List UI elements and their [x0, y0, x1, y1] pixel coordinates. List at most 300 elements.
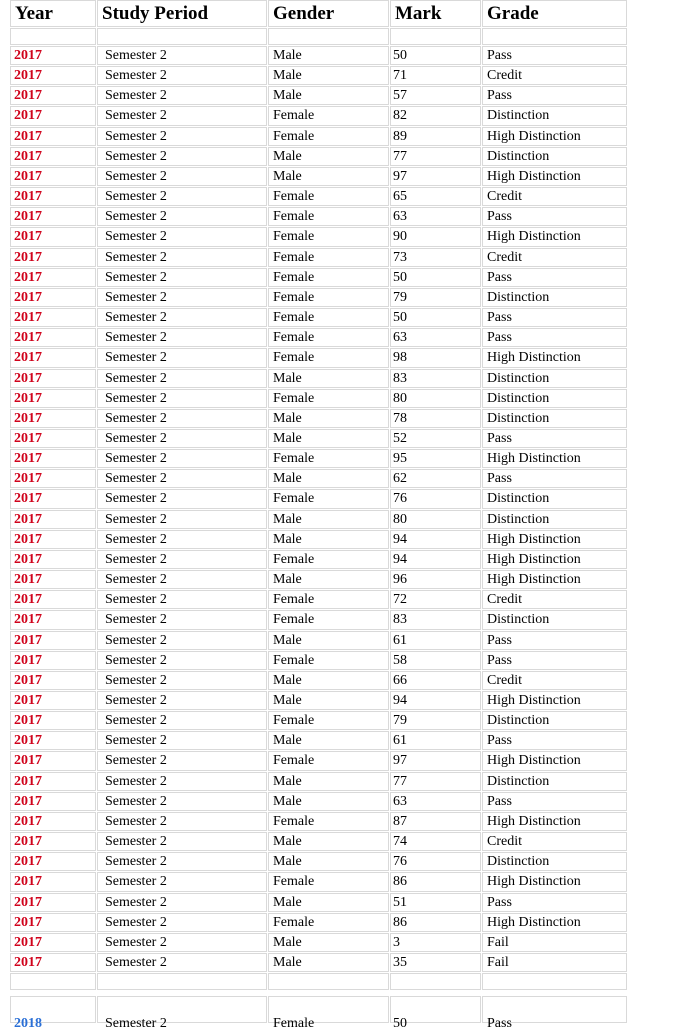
cell-study-period[interactable]: Semester 2 — [97, 46, 267, 65]
cell-study-period[interactable]: Semester 2 — [97, 248, 267, 267]
cell-year[interactable]: 2017 — [10, 389, 96, 408]
table-row — [10, 832, 630, 852]
cell-study-period[interactable]: Semester 2 — [97, 510, 267, 529]
cell-gender[interactable]: Male — [268, 893, 389, 912]
table-row — [10, 872, 630, 892]
cell-year[interactable]: 2017 — [10, 187, 96, 206]
cell-study-period[interactable]: Semester 2 — [97, 268, 267, 287]
cell-year[interactable]: 2017 — [10, 691, 96, 710]
cell-year[interactable]: 2017 — [10, 207, 96, 226]
cell-grade[interactable]: High Distinction — [482, 872, 627, 891]
cell-grade[interactable]: High Distinction — [482, 227, 627, 246]
cell-grade[interactable]: High Distinction — [482, 751, 627, 770]
cell-study-period[interactable]: Semester 2 — [97, 570, 267, 589]
cell-gender[interactable]: Male — [268, 469, 389, 488]
cell-year[interactable]: 2017 — [10, 328, 96, 347]
cell-mark[interactable]: 76 — [390, 852, 481, 871]
cell-mark[interactable]: 79 — [390, 711, 481, 730]
cell-mark[interactable]: 57 — [390, 86, 481, 105]
cell-year[interactable]: 2017 — [10, 510, 96, 529]
empty-row — [10, 28, 630, 46]
header-year[interactable]: Year — [10, 0, 96, 27]
cell-mark[interactable]: 72 — [390, 590, 481, 609]
cell-grade[interactable]: Distinction — [482, 711, 627, 730]
cell-year[interactable]: 2017 — [10, 268, 96, 287]
cell-gender[interactable]: Male — [268, 671, 389, 690]
cell-study-period[interactable]: Semester 2 — [97, 631, 267, 650]
cell-gender[interactable]: Female — [268, 872, 389, 891]
cell-year[interactable]: 2017 — [10, 46, 96, 65]
cell-grade[interactable]: Distinction — [482, 147, 627, 166]
cell-study-period[interactable]: Semester 2 — [97, 86, 267, 105]
cell-year[interactable]: 2017 — [10, 590, 96, 609]
cell-mark[interactable]: 78 — [390, 409, 481, 428]
cell-grade[interactable]: High Distinction — [482, 691, 627, 710]
table-row — [10, 389, 630, 409]
cell-year[interactable]: 2017 — [10, 530, 96, 549]
cell-year[interactable]: 2017 — [10, 308, 96, 327]
cell-gender[interactable]: Female — [268, 227, 389, 246]
cell-year[interactable]: 2017 — [10, 550, 96, 569]
cell-year[interactable]: 2017 — [10, 106, 96, 125]
cell-mark[interactable]: 80 — [390, 389, 481, 408]
table-row — [10, 227, 630, 247]
empty-row — [10, 973, 630, 991]
cell-grade[interactable]: High Distinction — [482, 913, 627, 932]
cell-year[interactable]: 2017 — [10, 731, 96, 750]
cell-grade[interactable]: Distinction — [482, 772, 627, 791]
table-row — [10, 530, 630, 550]
cell-grade[interactable]: Credit — [482, 832, 627, 851]
table-row — [10, 207, 630, 227]
table-row — [10, 46, 630, 66]
cell-year[interactable]: 2017 — [10, 610, 96, 629]
cell-year[interactable]: 2017 — [10, 893, 96, 912]
cell-study-period[interactable]: Semester 2 — [97, 996, 267, 1023]
cell-year[interactable]: 2017 — [10, 86, 96, 105]
cell-year[interactable]: 2017 — [10, 429, 96, 448]
cell-year[interactable]: 2017 — [10, 409, 96, 428]
cell-gender[interactable]: Female — [268, 389, 389, 408]
cell-mark[interactable]: 97 — [390, 167, 481, 186]
table-row — [10, 409, 630, 429]
cell-study-period[interactable]: Semester 2 — [97, 187, 267, 206]
empty-cell[interactable] — [97, 28, 267, 45]
cell-grade[interactable]: Distinction — [482, 106, 627, 125]
empty-cell[interactable] — [10, 973, 96, 990]
cell-gender[interactable]: Female — [268, 812, 389, 831]
cell-grade[interactable]: Pass — [482, 268, 627, 287]
cell-grade[interactable]: Pass — [482, 308, 627, 327]
cell-gender[interactable]: Male — [268, 792, 389, 811]
cell-gender[interactable]: Female — [268, 751, 389, 770]
cell-mark[interactable]: 52 — [390, 429, 481, 448]
cell-gender[interactable]: Female — [268, 550, 389, 569]
table-row — [10, 469, 630, 489]
table-row — [10, 570, 630, 590]
partial-row — [10, 996, 630, 1031]
cell-year[interactable]: 2017 — [10, 913, 96, 932]
cell-year[interactable]: 2017 — [10, 469, 96, 488]
empty-cell[interactable] — [482, 28, 627, 45]
header-grade[interactable]: Grade — [482, 0, 627, 27]
table-row — [10, 288, 630, 308]
table-row — [10, 610, 630, 630]
table-row — [10, 953, 630, 973]
cell-study-period[interactable]: Semester 2 — [97, 751, 267, 770]
empty-cell[interactable] — [390, 973, 481, 990]
cell-grade[interactable]: Fail — [482, 953, 627, 972]
cell-gender[interactable]: Male — [268, 933, 389, 952]
cell-study-period[interactable]: Semester 2 — [97, 328, 267, 347]
table-row — [10, 550, 630, 570]
cell-grade[interactable]: Pass — [482, 469, 627, 488]
cell-gender[interactable]: Female — [268, 651, 389, 670]
cell-study-period[interactable]: Semester 2 — [97, 913, 267, 932]
cell-grade[interactable]: Distinction — [482, 409, 627, 428]
cell-gender[interactable]: Male — [268, 66, 389, 85]
cell-grade[interactable]: Credit — [482, 590, 627, 609]
cell-gender[interactable]: Female — [268, 996, 389, 1023]
cell-study-period[interactable]: Semester 2 — [97, 66, 267, 85]
cell-grade[interactable]: High Distinction — [482, 530, 627, 549]
cell-grade[interactable]: Credit — [482, 671, 627, 690]
cell-mark[interactable]: 65 — [390, 187, 481, 206]
cell-gender[interactable]: Female — [268, 248, 389, 267]
cell-mark[interactable]: 73 — [390, 248, 481, 267]
cell-study-period[interactable]: Semester 2 — [97, 207, 267, 226]
cell-gender[interactable]: Female — [268, 268, 389, 287]
table-row — [10, 268, 630, 288]
cell-gender[interactable]: Female — [268, 348, 389, 367]
spreadsheet — [10, 0, 630, 991]
cell-gender[interactable]: Male — [268, 631, 389, 650]
cell-grade[interactable]: Pass — [482, 207, 627, 226]
cell-grade[interactable]: High Distinction — [482, 570, 627, 589]
cell-study-period[interactable]: Semester 2 — [97, 872, 267, 891]
cell-year[interactable]: 2017 — [10, 651, 96, 670]
cell-year[interactable]: 2017 — [10, 933, 96, 952]
cell-gender[interactable]: Male — [268, 429, 389, 448]
cell-gender[interactable]: Male — [268, 691, 389, 710]
table-row — [10, 248, 630, 268]
cell-mark[interactable]: 82 — [390, 106, 481, 125]
cell-year[interactable]: 2017 — [10, 288, 96, 307]
cell-mark[interactable]: 90 — [390, 227, 481, 246]
cell-gender[interactable]: Female — [268, 328, 389, 347]
table-row — [10, 127, 630, 147]
empty-cell[interactable] — [482, 973, 627, 990]
cell-study-period[interactable]: Semester 2 — [97, 147, 267, 166]
cell-mark[interactable]: 63 — [390, 328, 481, 347]
cell-study-period[interactable]: Semester 2 — [97, 610, 267, 629]
cell-mark[interactable]: 86 — [390, 872, 481, 891]
table-row — [10, 933, 630, 953]
table-row — [10, 913, 630, 933]
cell-grade[interactable]: High Distinction — [482, 812, 627, 831]
header-study-period[interactable]: Study Period — [97, 0, 267, 27]
cell-mark[interactable]: 96 — [390, 570, 481, 589]
cell-year[interactable]: 2017 — [10, 631, 96, 650]
cell-mark[interactable]: 61 — [390, 631, 481, 650]
cell-grade[interactable]: Credit — [482, 187, 627, 206]
cell-mark[interactable]: 83 — [390, 610, 481, 629]
cell-study-period[interactable]: Semester 2 — [97, 469, 267, 488]
empty-cell[interactable] — [268, 973, 389, 990]
cell-grade[interactable]: High Distinction — [482, 550, 627, 569]
cell-gender[interactable]: Male — [268, 510, 389, 529]
cell-grade[interactable]: Credit — [482, 248, 627, 267]
cell-mark[interactable]: 79 — [390, 288, 481, 307]
cell-mark[interactable]: 50 — [390, 46, 481, 65]
cell-study-period[interactable]: Semester 2 — [97, 369, 267, 388]
cell-gender[interactable]: Female — [268, 207, 389, 226]
table-row — [10, 167, 630, 187]
cell-year[interactable]: 2017 — [10, 66, 96, 85]
cell-year[interactable]: 2017 — [10, 570, 96, 589]
table-row — [10, 631, 630, 651]
table-row — [10, 691, 630, 711]
cell-mark[interactable]: 3 — [390, 933, 481, 952]
cell-grade[interactable]: High Distinction — [482, 449, 627, 468]
table-row — [10, 489, 630, 509]
cell-study-period[interactable]: Semester 2 — [97, 772, 267, 791]
table-row — [10, 86, 630, 106]
cell-study-period[interactable]: Semester 2 — [97, 832, 267, 851]
cell-gender[interactable]: Male — [268, 570, 389, 589]
cell-mark[interactable]: 76 — [390, 489, 481, 508]
cell-year[interactable]: 2017 — [10, 348, 96, 367]
cell-year[interactable]: 2017 — [10, 792, 96, 811]
cell-gender[interactable]: Female — [268, 711, 389, 730]
table-row — [10, 187, 630, 207]
cell-study-period[interactable]: Semester 2 — [97, 711, 267, 730]
cell-study-period[interactable]: Semester 2 — [97, 530, 267, 549]
cell-study-period[interactable]: Semester 2 — [97, 550, 267, 569]
cell-grade[interactable]: Distinction — [482, 489, 627, 508]
cell-grade[interactable]: Pass — [482, 731, 627, 750]
cell-gender[interactable]: Female — [268, 610, 389, 629]
cell-gender[interactable]: Male — [268, 86, 389, 105]
table-row — [10, 510, 630, 530]
cell-year[interactable]: 2017 — [10, 812, 96, 831]
cell-mark[interactable]: 83 — [390, 369, 481, 388]
table-row — [10, 147, 630, 167]
cell-year[interactable]: 2017 — [10, 369, 96, 388]
cell-year[interactable]: 2017 — [10, 872, 96, 891]
cell-gender[interactable]: Female — [268, 106, 389, 125]
cell-mark[interactable]: 80 — [390, 510, 481, 529]
cell-gender[interactable]: Female — [268, 288, 389, 307]
cell-mark[interactable]: 50 — [390, 996, 481, 1023]
cell-grade[interactable]: Distinction — [482, 852, 627, 871]
cell-mark[interactable]: 94 — [390, 691, 481, 710]
table-row — [10, 751, 630, 771]
cell-grade[interactable]: High Distinction — [482, 348, 627, 367]
cell-mark[interactable]: 89 — [390, 127, 481, 146]
cell-year[interactable]: 2017 — [10, 227, 96, 246]
header-mark[interactable]: Mark — [390, 0, 481, 27]
cell-grade[interactable]: Pass — [482, 893, 627, 912]
cell-mark[interactable]: 61 — [390, 731, 481, 750]
cell-mark[interactable]: 77 — [390, 147, 481, 166]
cell-mark[interactable]: 63 — [390, 792, 481, 811]
cell-grade[interactable]: Fail — [482, 933, 627, 952]
cell-study-period[interactable]: Semester 2 — [97, 409, 267, 428]
cell-year[interactable]: 2017 — [10, 147, 96, 166]
empty-cell[interactable] — [390, 28, 481, 45]
cell-gender[interactable]: Male — [268, 409, 389, 428]
cell-study-period[interactable]: Semester 2 — [97, 389, 267, 408]
cell-gender[interactable]: Female — [268, 590, 389, 609]
cell-study-period[interactable]: Semester 2 — [97, 953, 267, 972]
cell-study-period[interactable]: Semester 2 — [97, 671, 267, 690]
cell-grade[interactable]: High Distinction — [482, 127, 627, 146]
cell-study-period[interactable]: Semester 2 — [97, 348, 267, 367]
cell-grade[interactable]: Pass — [482, 86, 627, 105]
cell-gender[interactable]: Female — [268, 449, 389, 468]
cell-study-period[interactable]: Semester 2 — [97, 308, 267, 327]
cell-gender[interactable]: Female — [268, 489, 389, 508]
cell-year[interactable]: 2017 — [10, 852, 96, 871]
cell-mark[interactable]: 97 — [390, 751, 481, 770]
table-row — [10, 812, 630, 832]
header-gender[interactable]: Gender — [268, 0, 389, 27]
cell-year[interactable]: 2017 — [10, 832, 96, 851]
cell-gender[interactable]: Male — [268, 46, 389, 65]
table-row — [10, 852, 630, 872]
cell-mark[interactable]: 94 — [390, 530, 481, 549]
table-row — [10, 772, 630, 792]
table-body — [10, 46, 630, 973]
empty-cell[interactable] — [10, 28, 96, 45]
cell-study-period[interactable]: Semester 2 — [97, 127, 267, 146]
cell-mark[interactable]: 51 — [390, 893, 481, 912]
cell-grade[interactable]: Distinction — [482, 288, 627, 307]
empty-cell[interactable] — [97, 973, 267, 990]
cell-mark[interactable]: 35 — [390, 953, 481, 972]
table-row — [10, 731, 630, 751]
cell-mark[interactable]: 66 — [390, 671, 481, 690]
cell-grade[interactable]: Pass — [482, 429, 627, 448]
cell-study-period[interactable]: Semester 2 — [97, 288, 267, 307]
cell-gender[interactable]: Male — [268, 167, 389, 186]
cell-study-period[interactable]: Semester 2 — [97, 691, 267, 710]
cell-mark[interactable]: 50 — [390, 308, 481, 327]
cell-grade[interactable]: Pass — [482, 792, 627, 811]
cell-study-period[interactable]: Semester 2 — [97, 731, 267, 750]
cell-mark[interactable]: 77 — [390, 772, 481, 791]
cell-gender[interactable]: Male — [268, 530, 389, 549]
cell-study-period[interactable]: Semester 2 — [97, 590, 267, 609]
table-row — [10, 651, 630, 671]
cell-study-period[interactable]: Semester 2 — [97, 449, 267, 468]
table-row — [10, 429, 630, 449]
cell-gender[interactable]: Male — [268, 772, 389, 791]
table-row — [10, 893, 630, 913]
cell-grade[interactable]: Pass — [482, 328, 627, 347]
header-row — [10, 0, 630, 28]
cell-year[interactable]: 2017 — [10, 671, 96, 690]
table-row — [10, 590, 630, 610]
cell-study-period[interactable]: Semester 2 — [97, 106, 267, 125]
cell-grade[interactable]: Distinction — [482, 369, 627, 388]
cell-grade[interactable]: Distinction — [482, 610, 627, 629]
cell-grade[interactable]: Pass — [482, 46, 627, 65]
cell-gender[interactable]: Female — [268, 913, 389, 932]
cell-study-period[interactable]: Semester 2 — [97, 812, 267, 831]
cell-gender[interactable]: Female — [268, 187, 389, 206]
cell-study-period[interactable]: Semester 2 — [97, 933, 267, 952]
cell-study-period[interactable]: Semester 2 — [97, 893, 267, 912]
cell-gender[interactable]: Male — [268, 147, 389, 166]
cell-mark[interactable]: 62 — [390, 469, 481, 488]
cell-study-period[interactable]: Semester 2 — [97, 429, 267, 448]
cell-year[interactable]: 2018 — [10, 996, 96, 1023]
cell-mark[interactable]: 94 — [390, 550, 481, 569]
cell-mark[interactable]: 95 — [390, 449, 481, 468]
table-row — [10, 308, 630, 328]
cell-mark[interactable]: 71 — [390, 66, 481, 85]
cell-mark[interactable]: 86 — [390, 913, 481, 932]
cell-year[interactable]: 2017 — [10, 167, 96, 186]
cell-grade[interactable]: Distinction — [482, 389, 627, 408]
cell-study-period[interactable]: Semester 2 — [97, 792, 267, 811]
cell-gender[interactable]: Male — [268, 953, 389, 972]
cell-year[interactable]: 2017 — [10, 751, 96, 770]
cell-mark[interactable]: 58 — [390, 651, 481, 670]
cell-year[interactable]: 2017 — [10, 248, 96, 267]
cell-gender[interactable]: Male — [268, 832, 389, 851]
cell-year[interactable]: 2017 — [10, 127, 96, 146]
cell-gender[interactable]: Male — [268, 731, 389, 750]
table-row — [10, 671, 630, 691]
cell-study-period[interactable]: Semester 2 — [97, 651, 267, 670]
table-row — [10, 328, 630, 348]
cell-year[interactable]: 2017 — [10, 449, 96, 468]
table-row — [10, 369, 630, 389]
cell-mark[interactable]: 74 — [390, 832, 481, 851]
cell-study-period[interactable]: Semester 2 — [97, 227, 267, 246]
cell-mark[interactable]: 63 — [390, 207, 481, 226]
cell-mark[interactable]: 50 — [390, 268, 481, 287]
cell-gender[interactable]: Male — [268, 852, 389, 871]
table-row — [10, 66, 630, 86]
cell-gender[interactable]: Female — [268, 308, 389, 327]
cell-grade[interactable]: Credit — [482, 66, 627, 85]
empty-cell[interactable] — [268, 28, 389, 45]
table-row — [10, 711, 630, 731]
cell-grade[interactable]: High Distinction — [482, 167, 627, 186]
cell-gender[interactable]: Female — [268, 127, 389, 146]
cell-gender[interactable]: Male — [268, 369, 389, 388]
cell-mark[interactable]: 87 — [390, 812, 481, 831]
cell-grade[interactable]: Pass — [482, 631, 627, 650]
table-row — [10, 348, 630, 368]
table-row — [10, 792, 630, 812]
cell-year[interactable]: 2017 — [10, 953, 96, 972]
cell-mark[interactable]: 98 — [390, 348, 481, 367]
cell-study-period[interactable]: Semester 2 — [97, 167, 267, 186]
cell-grade[interactable]: Pass — [482, 996, 627, 1023]
cell-year[interactable]: 2017 — [10, 711, 96, 730]
cell-year[interactable]: 2017 — [10, 489, 96, 508]
cell-grade[interactable]: Pass — [482, 651, 627, 670]
cell-year[interactable]: 2017 — [10, 772, 96, 791]
cell-study-period[interactable]: Semester 2 — [97, 489, 267, 508]
cell-grade[interactable]: Distinction — [482, 510, 627, 529]
cell-study-period[interactable]: Semester 2 — [97, 852, 267, 871]
